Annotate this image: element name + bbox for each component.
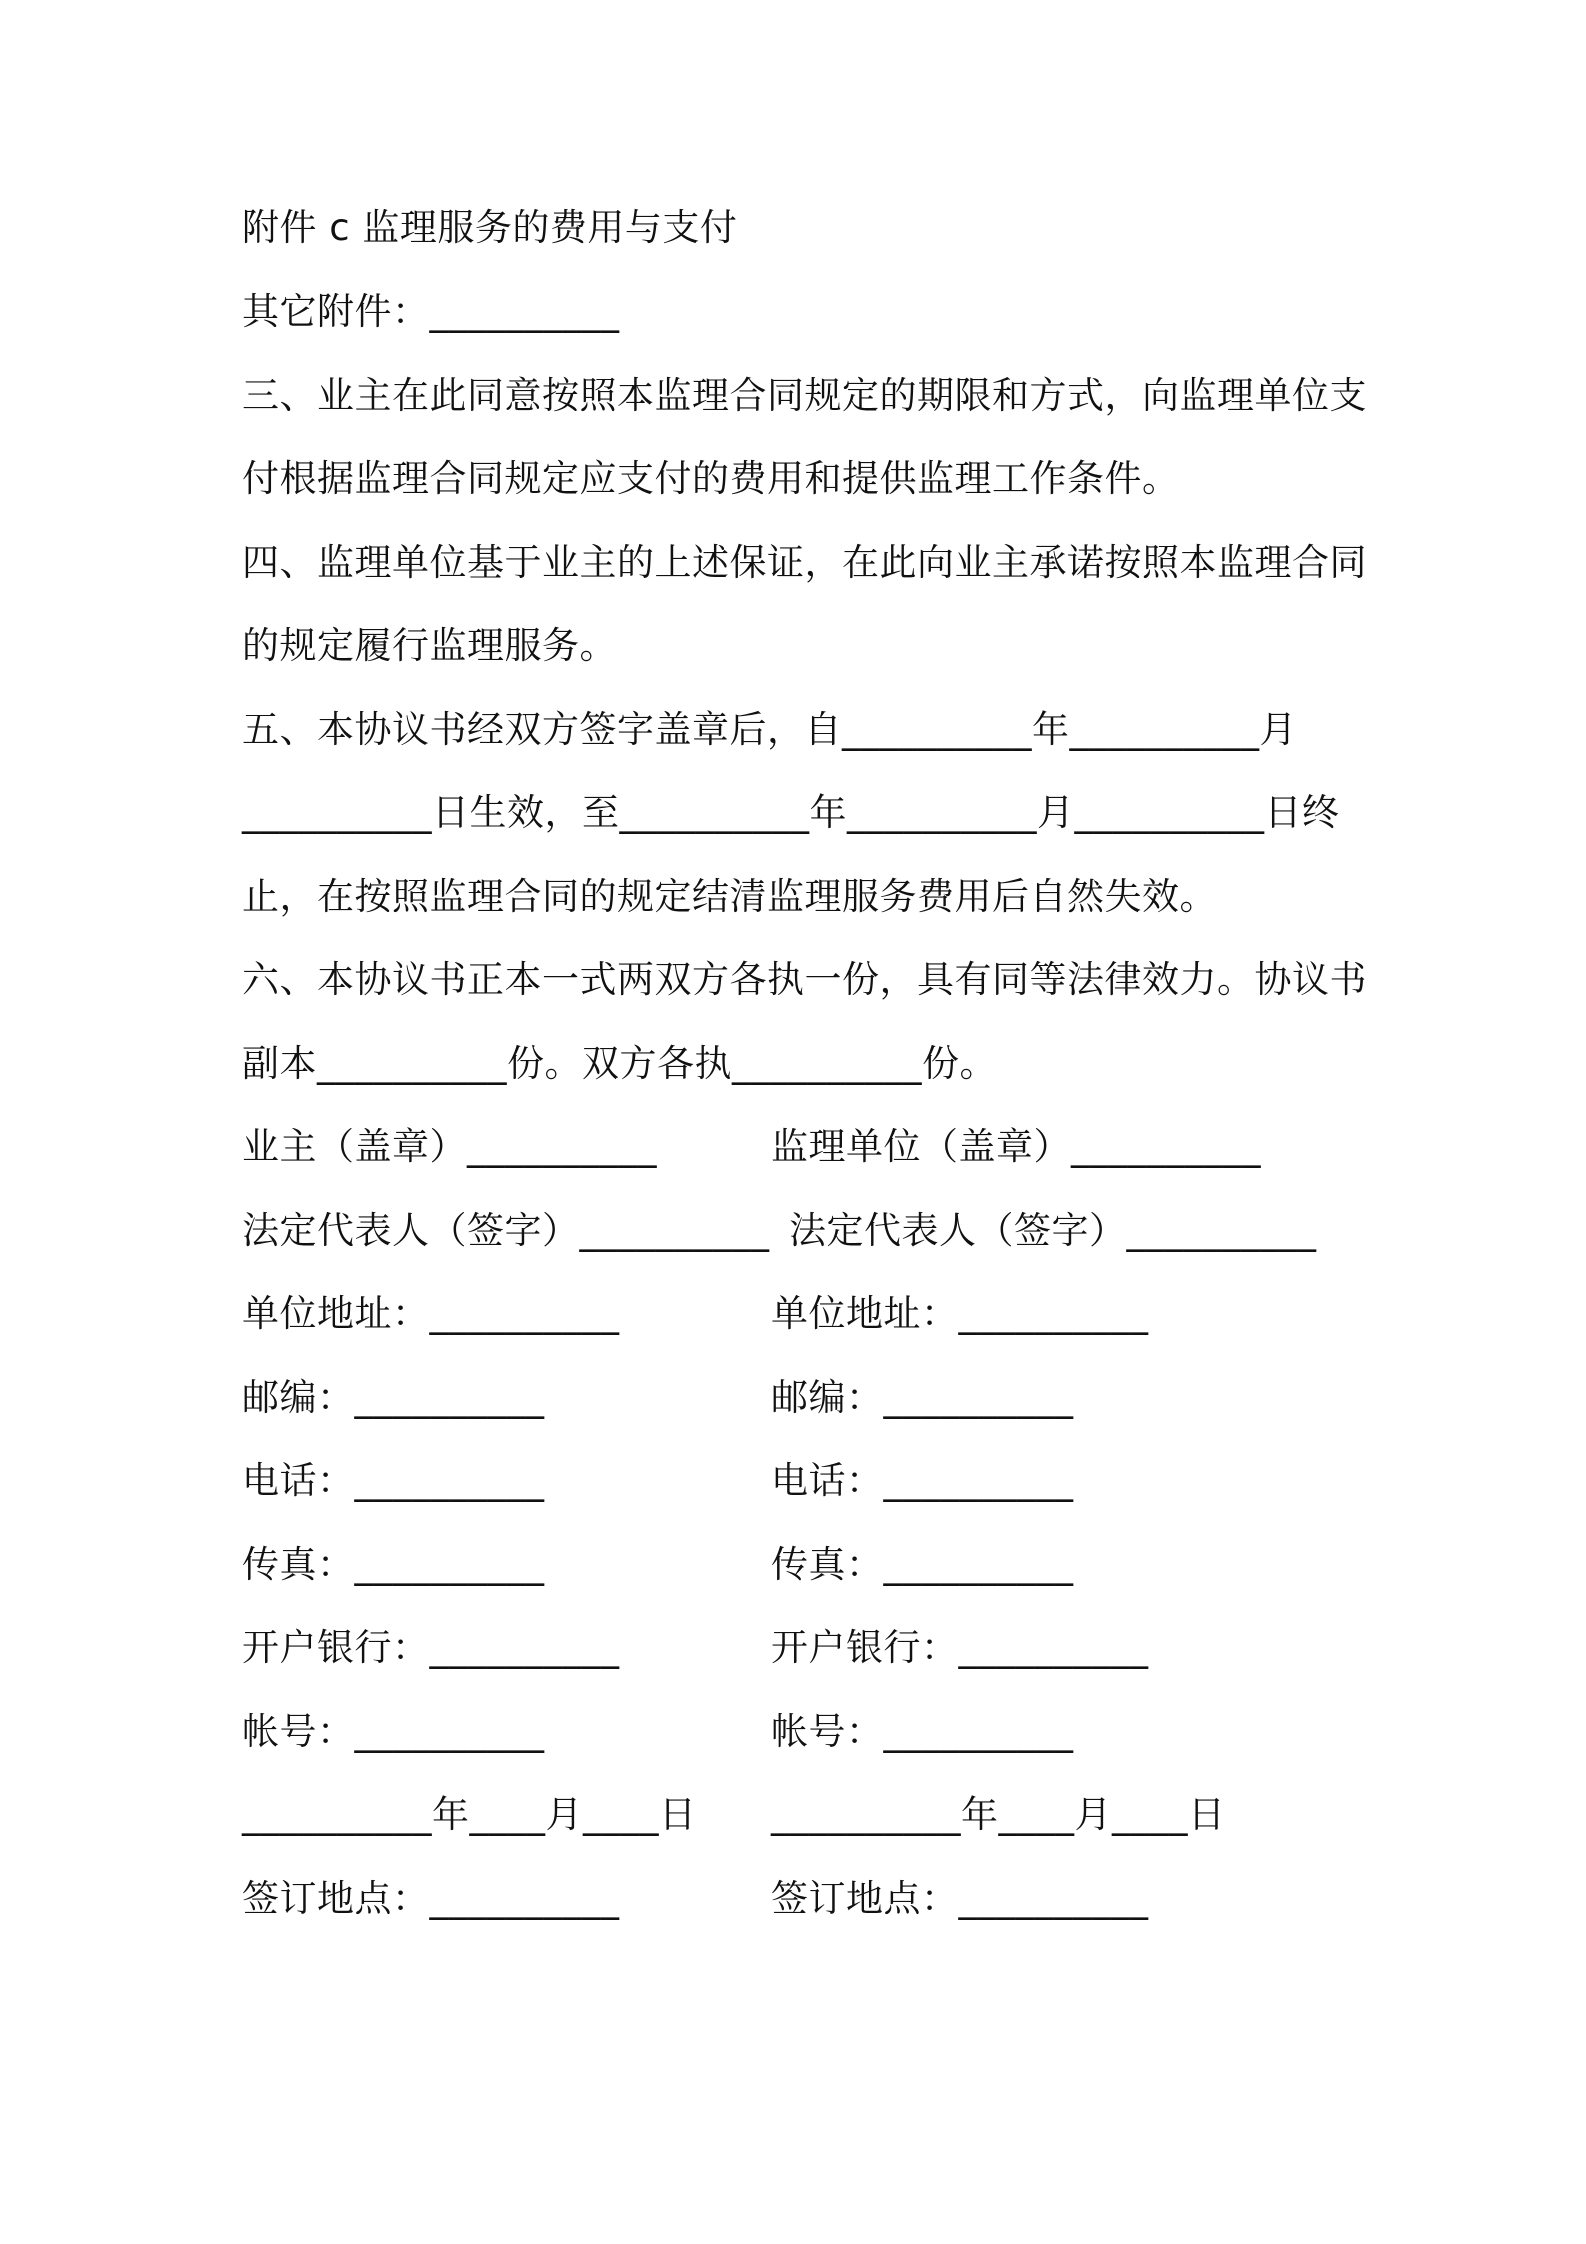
owner-address-line: 单位地址：__________ (242, 1292, 620, 1335)
clause-5-line-3: 止，在按照监理合同的规定结清监理服务费用后自然失效。 (242, 875, 1217, 918)
supervisor-account-line: 帐号：__________ (771, 1710, 1074, 1753)
clause-5-line-2: __________日生效，至__________年__________月__________日终 (242, 791, 1340, 834)
clause-3-line-1: 三、业主在此同意按照本监理合同规定的期限和方式，向监理单位支 (242, 374, 1367, 417)
supervisor-bank-line: 开户银行：__________ (771, 1626, 1149, 1669)
supervisor-seal-line: 监理单位（盖章）__________ (771, 1125, 1261, 1168)
supervisor-date-line: __________年____月____日 (771, 1793, 1226, 1836)
other-attachments-line: 其它附件：__________ (242, 290, 620, 333)
supervisor-legal-rep-line: 法定代表人（签字）__________ (789, 1209, 1317, 1252)
owner-fax-line: 传真：__________ (242, 1543, 545, 1586)
owner-account-line: 帐号：__________ (242, 1710, 545, 1753)
clause-4-line-2: 的规定履行监理服务。 (242, 624, 617, 667)
owner-phone-line: 电话：__________ (242, 1459, 545, 1502)
supervisor-postcode-line: 邮编：__________ (771, 1376, 1074, 1419)
supervisor-phone-line: 电话：__________ (771, 1459, 1074, 1502)
owner-legal-rep-line: 法定代表人（签字）__________ (242, 1209, 770, 1252)
clause-4-line-1: 四、监理单位基于业主的上述保证，在此向业主承诺按照本监理合同 (242, 541, 1367, 584)
owner-date-line: __________年____月____日 (242, 1793, 697, 1836)
owner-postcode-line: 邮编：__________ (242, 1376, 545, 1419)
clause-3-line-2: 付根据监理合同规定应支付的费用和提供监理工作条件。 (242, 457, 1180, 500)
clause-5-line-1: 五、本协议书经双方签字盖章后，自__________年__________月 (242, 708, 1297, 751)
clause-6-line-2: 副本__________份。双方各执__________份。 (242, 1042, 997, 1085)
clause-6-line-1: 六、本协议书正本一式两双方各执一份，具有同等法律效力。协议书 (242, 958, 1367, 1001)
supervisor-fax-line: 传真：__________ (771, 1543, 1074, 1586)
owner-bank-line: 开户银行：__________ (242, 1626, 620, 1669)
supervisor-signing-place-line: 签订地点：__________ (771, 1877, 1149, 1920)
owner-seal-line: 业主（盖章）__________ (242, 1125, 657, 1168)
attachment-c-line: 附件 c 监理服务的费用与支付 (242, 206, 738, 249)
owner-signing-place-line: 签订地点：__________ (242, 1877, 620, 1920)
supervisor-address-line: 单位地址：__________ (771, 1292, 1149, 1335)
